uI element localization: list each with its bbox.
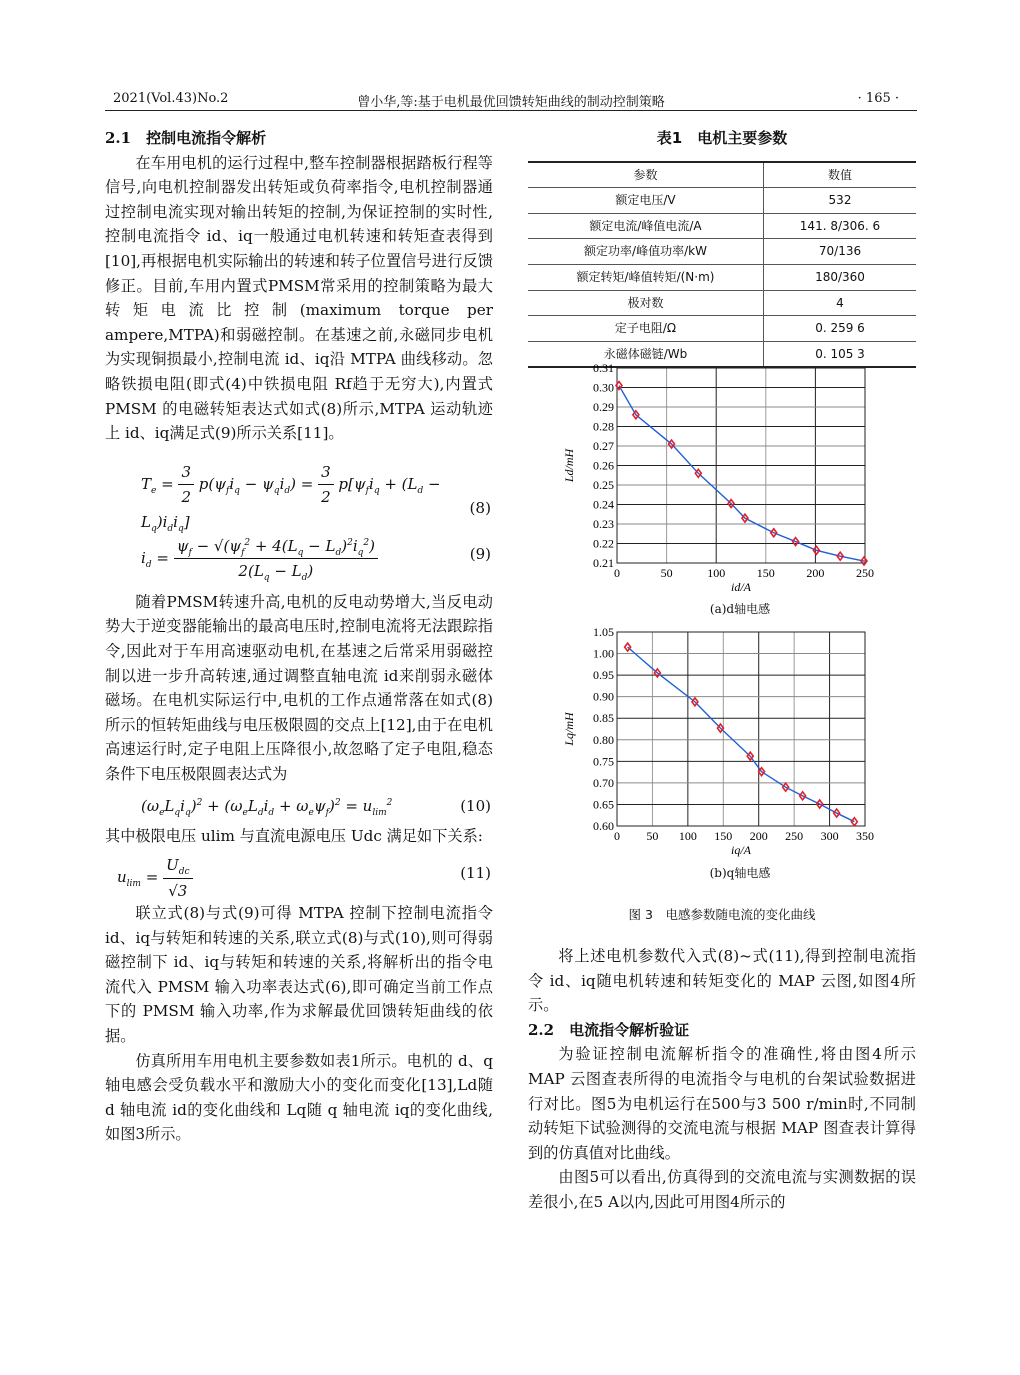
svg-text:0.26: 0.26: [593, 458, 614, 473]
equation-number: (10): [460, 797, 491, 816]
paragraph: 联立式(8)与式(9)可得 MTPA 控制下控制电流指令 id、iq与转矩和转速的关系,联立式(8)与式(10),则可得弱磁控制下 id、iq与转矩和转速的关系,将解析出的指令电流代入 PMSM 输入功率表达式(6),即可确定当前工作点下的 PMSM 输入功率,作为求解最优回馈转矩曲线的依据。: [105, 904, 493, 1046]
right-column-text: [528, 944, 916, 1215]
svg-text:0.24: 0.24: [593, 497, 614, 512]
svg-text:0.31: 0.31: [593, 361, 614, 375]
svg-text:Ld/mH: Ld/mH: [562, 448, 576, 483]
svg-text:0.21: 0.21: [593, 556, 614, 570]
svg-text:50: 50: [660, 566, 673, 580]
svg-text:0.25: 0.25: [593, 478, 614, 492]
figure-caption: 图 3 电感参数随电流的变化曲线: [628, 907, 816, 922]
svg-text:0: 0: [614, 829, 620, 843]
section-heading-2-1: 2.1 控制电流指令解析: [105, 129, 267, 147]
journal-issue: 2021(Vol.43)No.2: [113, 91, 229, 106]
svg-text:1.05: 1.05: [593, 625, 614, 639]
article-title: 曾小华,等:基于电机最优回馈转矩曲线的制动控制策略: [357, 95, 665, 110]
equation-8: $T_e$ = $\frac{3}{2}$ $p(\psi_fi_q - \psi_qi_d)$ = $\frac{3}{2}$ $p[\psi_fi_q + (L_d - L_q)i_di_q]$: [105, 452, 493, 502]
table-header: 参数: [528, 162, 764, 188]
svg-text:0.22: 0.22: [593, 536, 614, 551]
svg-text:0.85: 0.85: [593, 711, 614, 726]
svg-text:50: 50: [646, 829, 659, 843]
equation-number: (8): [469, 498, 491, 517]
svg-text:0.60: 0.60: [593, 819, 614, 833]
section-heading-2-2: 2.2 电流指令解析验证: [528, 1020, 690, 1039]
svg-text:300: 300: [820, 829, 839, 843]
chart-d-axis-inductance: [560, 355, 890, 595]
paragraph: 将上述电机参数代入式(8)~式(11),得到控制电流指令 id、iq随电机转速和转矩变化的 MAP 云图,如图4所示。: [528, 947, 916, 1015]
chart-q-axis-inductance: [560, 620, 890, 865]
svg-text:250: 250: [785, 829, 804, 843]
svg-text:250: 250: [856, 566, 874, 580]
svg-text:Lq/mH: Lq/mH: [562, 712, 576, 746]
table-row: 额定功率/峰值功率/kW 70/136: [528, 239, 916, 265]
equation-10: $(\omega_eL_qi_q)^2 + (\omega_eL_di_d + \omega_e\psi_f)^2 = u_{lim}^2$ (10): [105, 786, 493, 824]
svg-text:0.90: 0.90: [593, 689, 614, 704]
subfigure-caption-b: (b)q轴电感: [709, 866, 771, 880]
running-header: [105, 88, 917, 111]
paragraph: 仿真所用车用电机主要参数如表1所示。电机的 d、q 轴电感会受负载水平和激励大小的变化而变化[13],Ld随 d 轴电流 id的变化曲线和 Lq随 q 轴电流 iq的变化曲线,如图3所示。: [105, 1051, 493, 1144]
table-row: 额定电流/峰值电流/A 141. 8/306. 6: [528, 213, 916, 239]
svg-text:0.70: 0.70: [593, 775, 614, 790]
subfigure-caption-a: (a)d轴电感: [709, 602, 771, 616]
svg-text:0.75: 0.75: [593, 754, 614, 769]
equation-11: $u_{lim}$ = $\frac{U_{dc}}{√3}$ (11): [105, 849, 493, 901]
svg-text:100: 100: [707, 566, 726, 580]
svg-text:0.23: 0.23: [593, 517, 614, 531]
table-caption: 表1 电机主要参数: [656, 129, 788, 147]
svg-text:200: 200: [806, 566, 825, 580]
table-header: 数值: [764, 162, 917, 188]
table-row: 极对数 4: [528, 290, 916, 316]
svg-text:0.80: 0.80: [593, 732, 614, 747]
paragraph: 其中极限电压 ulim 与直流电源电压 Udc 满足如下关系:: [105, 827, 483, 846]
svg-text:iq/A: iq/A: [731, 843, 751, 857]
equation-number: (11): [460, 864, 491, 883]
paragraph: 由图5可以看出,仿真得到的交流电流与实测数据的误差很小,在5 A以内,因此可用图4所示的: [528, 1168, 916, 1211]
paragraph: 为验证控制电流解析指令的准确性,将由图4所示 MAP 云图查表所得的电流指令与电机的台架试验数据进行对比。图5为电机运行在500与3 500 r/min时,不同制动转矩下试验测得的交流电流与根据 MAP 图查表计算得到的仿真值对比曲线。: [528, 1045, 916, 1162]
svg-text:0.95: 0.95: [593, 668, 614, 683]
svg-text:0.28: 0.28: [593, 419, 614, 434]
svg-text:150: 150: [714, 829, 733, 843]
svg-text:0: 0: [614, 566, 620, 580]
table-1-block: [528, 126, 916, 368]
table-row: 额定转矩/峰值转矩/(N·m) 180/360: [528, 264, 916, 290]
equation-9: $i_d$ = $\frac{\psi_f - √(\psi_f^2 + 4(L_q - L_d)^2i_q^2)}{2(L_q - L_d)}$ (9): [105, 524, 493, 590]
svg-text:id/A: id/A: [731, 580, 751, 594]
svg-text:0.27: 0.27: [593, 439, 614, 453]
paragraph: 随着PMSM转速升高,电机的反电动势增大,当反电动势大于逆变器能输出的最高电压时,控制电流将无法跟踪指令,因此对于车用高速驱动电机,在基速之后常采用弱磁控制以进一步升高转速,通过调整直轴电流 id来削弱永磁体磁场。在电机实际运行中,电机的工作点通常落在如式(8)所示的恒转矩曲线与电压极限圆的交点上[12],由于在电机高速运行时,定子电阻上压降很小,故忽略了定子电阻,稳态条件下电压极限圆表达式为: [105, 592, 493, 783]
left-column: [105, 126, 493, 1147]
svg-text:0.65: 0.65: [593, 797, 614, 812]
svg-text:1.00: 1.00: [593, 646, 614, 661]
table-row: 永磁体磁链/Wb 0. 105 3: [528, 341, 916, 367]
table-row: 定子电阻/Ω 0. 259 6: [528, 316, 916, 342]
svg-text:150: 150: [756, 566, 775, 580]
svg-text:100: 100: [678, 829, 697, 843]
svg-text:0.30: 0.30: [593, 380, 614, 395]
svg-text:0.29: 0.29: [593, 400, 614, 414]
parameter-table: [528, 161, 916, 369]
svg-text:350: 350: [856, 829, 874, 843]
table-row: 额定电压/V 532: [528, 188, 916, 214]
paragraph: 在车用电机的运行过程中,整车控制器根据踏板行程等信号,向电机控制器发出转矩或负荷率指令,电机控制器通过控制电流实现对输出转矩的控制,为保证控制的实时性,控制电流指令 id、iq一般通过电机转速和转矩查表得到[10],再根据电机实际输出的转速和转子位置信号进行反馈修正。目前,车用内置式PMSM常采用的控制策略为最大转矩电流比控制(maximum torque per ampere,MTPA)和弱磁控制。在基速之前,永磁同步电机为实现铜损最小,控制电流 id、iq沿 MTPA 曲线移动。忽略铁损电阻(即式(4)中铁损电阻 Rf趋于无穷大),内置式 PMSM 的电磁转矩表达式如式(8)所示,MTPA 运动轨迹上 id、iq满足式(9)所示关系[11]。: [105, 153, 493, 443]
page-number: · 165 ·: [857, 91, 899, 106]
equation-number: (9): [469, 544, 491, 563]
svg-text:200: 200: [749, 829, 768, 843]
